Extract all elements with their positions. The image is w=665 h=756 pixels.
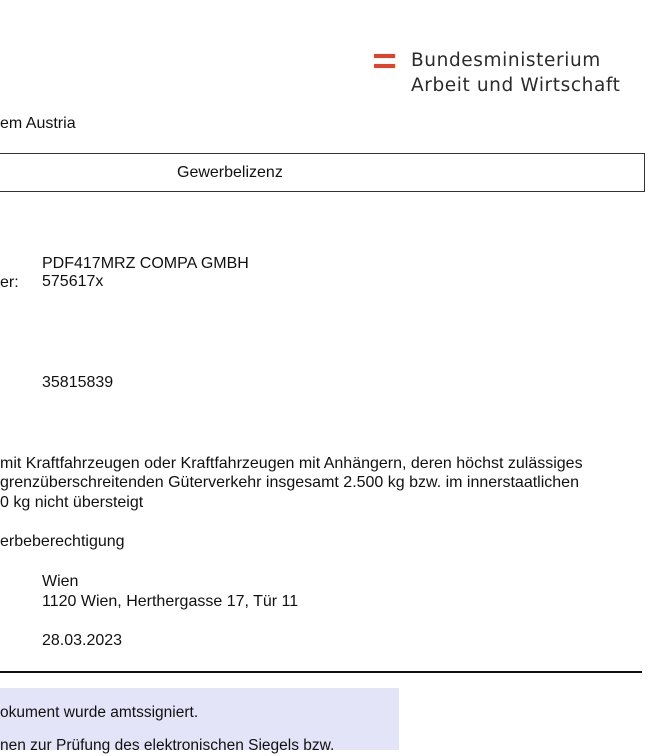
authority-name: Wien xyxy=(42,573,79,590)
signature-notice-box xyxy=(0,688,399,754)
license-title-box xyxy=(0,153,645,192)
notice-line-2: nen zur Prüfung des elektronischen Siegels bzw. xyxy=(0,737,335,754)
number-value: 575617x xyxy=(42,273,104,290)
authorization-label: erbeberechtigung xyxy=(0,533,125,550)
reference-number: 35815839 xyxy=(42,374,114,391)
scope-line-1: mit Kraftfahrzeugen oder Kraftfahrzeugen mit Anhängern, deren höchst zulässiges xyxy=(0,455,583,472)
holder-name: PDF417MRZ COMPA GMBH xyxy=(42,255,249,272)
license-title: Gewerbelizenz xyxy=(177,164,283,181)
issue-date: 28.03.2023 xyxy=(42,632,123,649)
ministry-name-line1: Bundesministerium xyxy=(411,50,601,71)
scope-line-3: 0 kg nicht übersteigt xyxy=(0,494,144,511)
notice-line-1: okument wurde amtssigniert. xyxy=(0,704,199,721)
ministry-name-line2: Arbeit und Wirtschaft xyxy=(411,75,621,96)
logo-flag-stripe-top xyxy=(374,54,395,58)
logo-flag-stripe-bottom xyxy=(374,64,395,68)
number-label: er: xyxy=(0,274,19,291)
section-divider xyxy=(0,671,642,673)
authority-address: 1120 Wien, Herthergasse 17, Tür 11 xyxy=(42,593,299,610)
scope-line-2: grenzüberschreitenden Güterverkehr insgesamt 2.500 kg bzw. im innerstaatlichen xyxy=(0,474,579,491)
system-label: em Austria xyxy=(0,115,76,132)
